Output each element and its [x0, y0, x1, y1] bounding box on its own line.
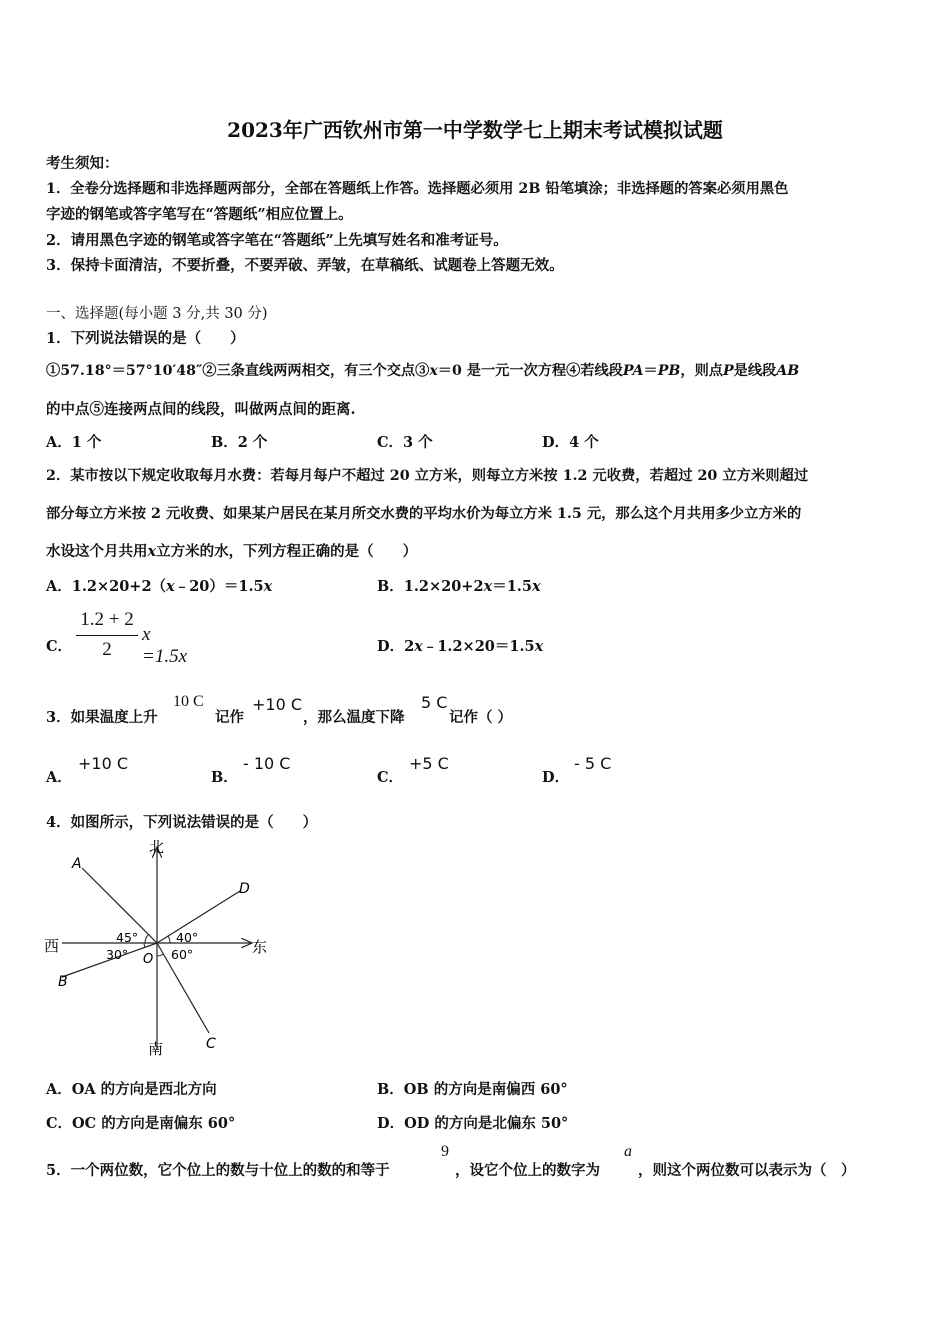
q2-opt-d-text2: ﹣1.2×20＝1.5 [422, 638, 535, 655]
q2-line3-a: 水设这个月共用 [46, 543, 148, 560]
q1-option-a[interactable]: A．1 个 [46, 434, 102, 451]
arc-30 [144, 943, 145, 948]
arc-60 [157, 954, 164, 956]
q1-text-b: ＝0 是一元一次方程④若线段 [437, 363, 623, 379]
q3-option-c-label[interactable]: C． [377, 769, 404, 786]
q4-option-c[interactable]: C．OC 的方向是南偏东 60° [46, 1115, 236, 1132]
q2-var-x: x [147, 543, 157, 560]
label-east: 东 [252, 938, 268, 956]
q2-opt-d-x2: x [534, 638, 544, 655]
q2-opt-d-x: x [414, 638, 423, 655]
q3-value-1: 10 C [173, 693, 204, 710]
q1-text-c: ，则点 [680, 363, 723, 379]
q3-value-2: +10 C [252, 695, 303, 714]
angle-40: 40° [176, 930, 199, 945]
q2-line3 [46, 540, 417, 561]
label-c: C [206, 1036, 216, 1052]
arc-40 [168, 936, 170, 943]
q2-opt-d-text1: D．2 [377, 638, 415, 655]
q2-option-c-label[interactable]: C． [46, 638, 73, 655]
q3-option-b-value: - 10 C [243, 754, 291, 773]
q3-option-d-label[interactable]: D． [542, 769, 570, 786]
label-west: 西 [44, 937, 60, 955]
q4-option-b[interactable]: B．OB 的方向是南偏西 60° [377, 1081, 568, 1098]
q1-statements-line2: 的中点⑤连接两点间的线段，叫做两点间的距离. [46, 401, 356, 418]
q2-opt-b-text1: B．1.2×20+2 [377, 578, 484, 595]
q4-stem: 4．如图所示，下列说法错误的是（ ） [46, 814, 318, 831]
q3-option-a-label[interactable]: A． [46, 769, 72, 786]
ray-od [157, 891, 240, 943]
q4-direction-figure [40, 835, 280, 1060]
q3-option-c-value: +5 C [409, 754, 449, 773]
q2-opt-a-text2: ﹣20）＝1.5 [174, 578, 264, 595]
label-d: D [239, 881, 250, 897]
q2-line2: 部分每立方米按 2 元收费、如果某户居民在某月所交水费的平均水价为每立方米 1.5 元，那么这个月共用多少立方米的 [46, 506, 802, 522]
fraction-denominator: 2 [102, 639, 112, 660]
q1-option-c[interactable]: C．3 个 [377, 434, 433, 451]
q1-stem: 1．下列说法错误的是（ ） [46, 330, 245, 347]
section-heading: 一、选择题(每小题 3 分,共 30 分) [46, 306, 268, 322]
q5-var-a: a [624, 1143, 632, 1160]
q3-stem-b: 记作 [215, 709, 244, 726]
q2-line3-b: 立方米的水，下列方程正确的是（ ） [156, 543, 418, 560]
q4-option-a[interactable]: A．OA 的方向是西北方向 [46, 1081, 217, 1098]
fraction-rest: x =1.5x [142, 624, 188, 667]
q1-var-p: P [722, 363, 734, 379]
q2-opt-a-text1: A．1.2×20+2（ [46, 578, 167, 595]
arc-45 [145, 935, 149, 944]
q3-option-d-value: - 5 C [574, 754, 612, 773]
q3-stem-d: 记作（ ） [449, 709, 513, 726]
label-a: A [72, 856, 82, 872]
q1-option-d[interactable]: D．4 个 [542, 434, 599, 451]
q5-stem-b: ，设它个位上的数字为 [455, 1162, 600, 1179]
q1-option-b[interactable]: B．2 个 [211, 434, 268, 451]
label-south: 南 [148, 1040, 164, 1058]
notice-line-1a: 1．全卷分选择题和非选择题两部分，全部在答题纸上作答。选择题必须用 2B 铅笔填涂；非选择题的答案必须用黑色 [46, 181, 789, 197]
q2-option-a[interactable] [46, 575, 272, 596]
q1-var-pa: PA [622, 363, 644, 379]
q2-opt-a-x2: x [263, 578, 273, 595]
q2-opt-a-x: x [166, 578, 175, 595]
q2-line1: 2．某市按以下规定收取每月水费：若每月每户不超过 20 立方米，则每立方米按 1.2 元收费，若超过 20 立方米则超过 [46, 468, 809, 484]
q2-option-d[interactable] [377, 635, 543, 656]
label-north: 北 [149, 838, 165, 856]
q5-stem-c: ，则这个两位数可以表示为（ ） [638, 1162, 856, 1179]
q2-opt-b-x2: x [531, 578, 541, 595]
notice-line-2: 2．请用黑色字迹的钢笔或答字笔在“答题纸”上先填写姓名和准考证号。 [46, 232, 508, 249]
q3-option-b-label[interactable]: B． [211, 769, 238, 786]
angle-30: 30° [106, 947, 129, 962]
notice-heading: 考生须知： [46, 155, 119, 172]
q2-option-b[interactable] [377, 575, 541, 596]
q4-option-d[interactable]: D．OD 的方向是北偏东 50° [377, 1115, 569, 1132]
q1-eq: ＝ [643, 363, 658, 379]
q5-stem-a: 5．一个两位数，它个位上的数与十位上的数的和等于 [46, 1162, 390, 1179]
q3-stem-c: ，那么温度下降 [303, 709, 405, 726]
q3-stem-a: 3．如果温度上升 [46, 709, 158, 726]
label-o: O [143, 952, 154, 967]
q1-statements-line1 [46, 360, 799, 380]
angle-60: 60° [171, 947, 194, 962]
q3-option-a-value: +10 C [78, 754, 129, 773]
q5-number-nine: 9 [441, 1143, 449, 1160]
fraction-bar [76, 635, 138, 636]
label-b: B [58, 974, 68, 990]
q3-value-3: 5 C [421, 693, 448, 712]
q1-var-x: x [429, 363, 438, 379]
notice-line-1b: 字迹的钢笔或答字笔写在“答题纸”相应位置上。 [46, 206, 353, 223]
page-title: 2023年广西钦州市第一中学数学七上期末考试模拟试题 [227, 118, 723, 142]
q1-var-ab: AB [776, 363, 800, 379]
q1-var-pb: PB [657, 363, 681, 379]
q2-opt-b-text2: ＝1.5 [492, 578, 532, 595]
fraction-numerator: 1.2 + 2 [80, 609, 134, 630]
q1-text-d: 是线段 [733, 363, 777, 379]
q2-opt-b-x: x [483, 578, 493, 595]
angle-45: 45° [116, 930, 139, 945]
q1-text-a: ①57.18°＝57°10′48″②三条直线两两相交，有三个交点③ [46, 363, 430, 379]
notice-line-3: 3．保持卡面清洁，不要折叠，不要弄破、弄皱，在草稿纸、试题卷上答题无效。 [46, 257, 564, 274]
